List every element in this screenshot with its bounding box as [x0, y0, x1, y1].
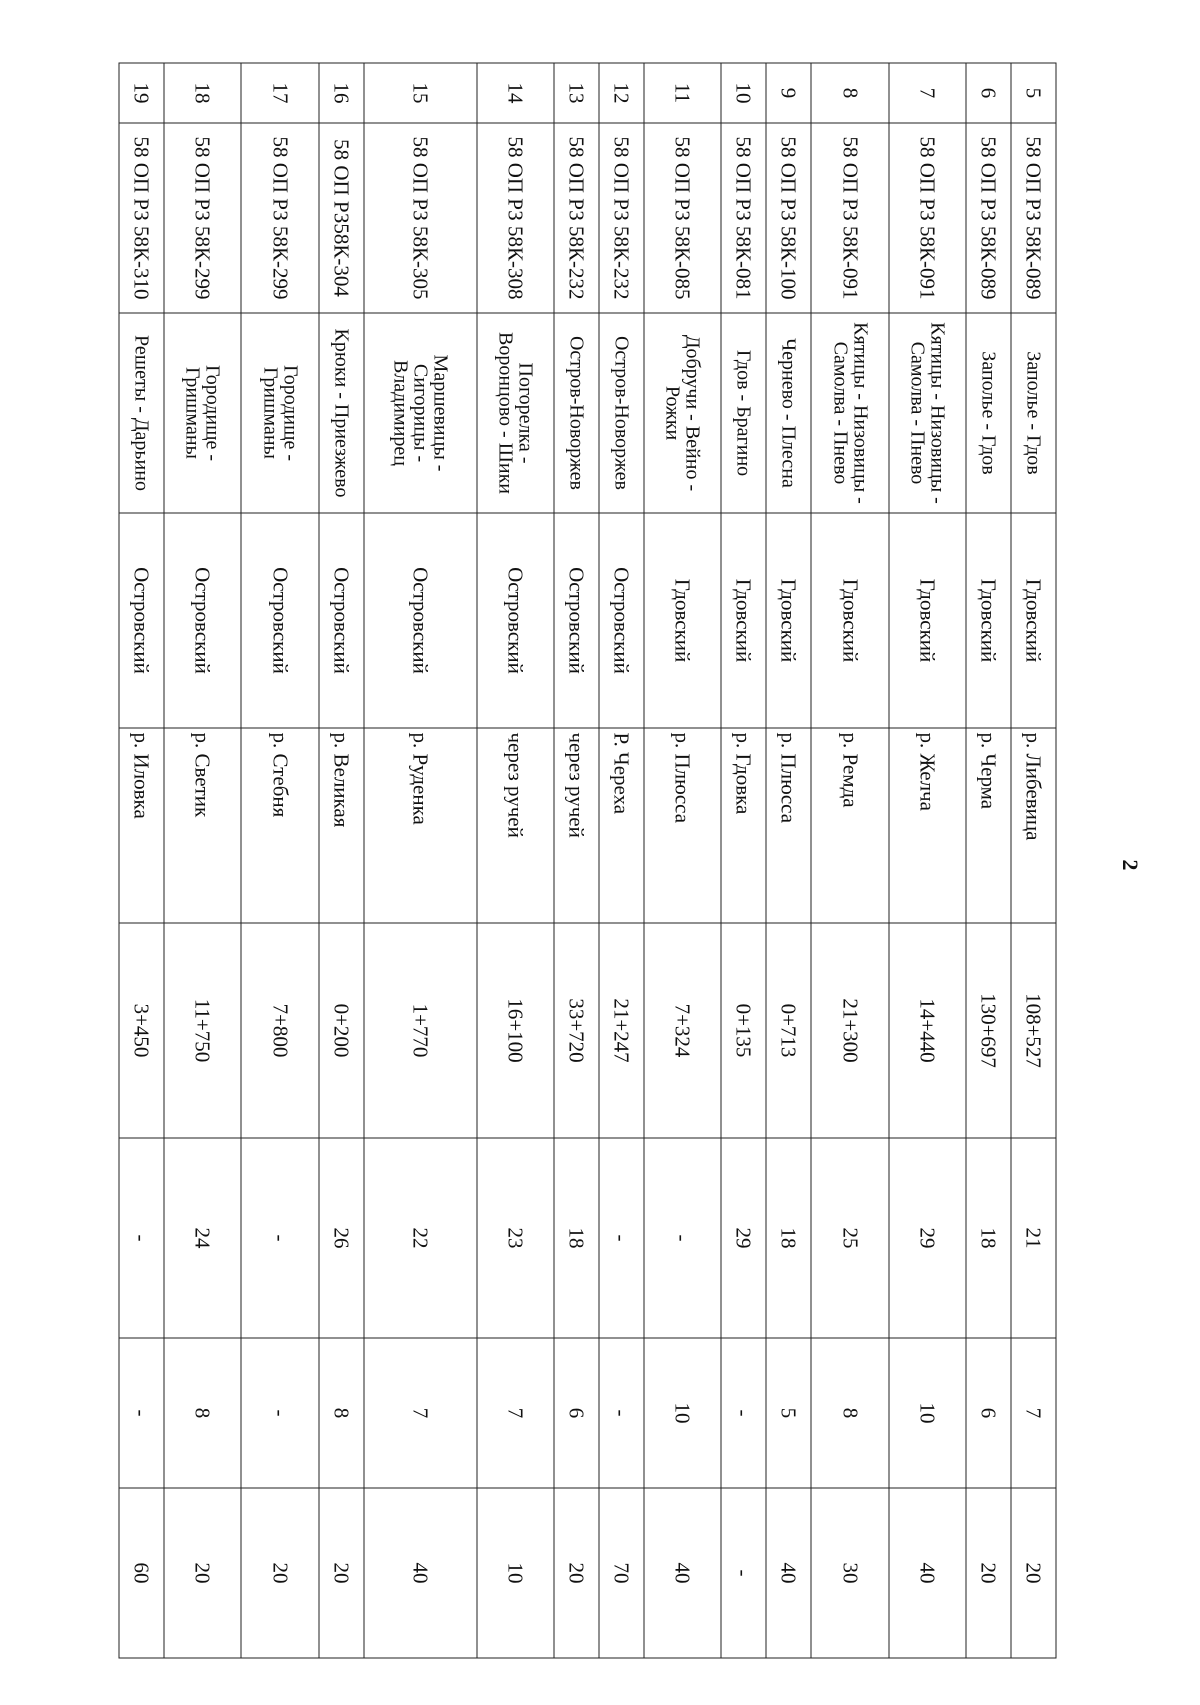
road-name-cell: Маршевицы - Сигорицы - Владимирец	[363, 313, 476, 513]
row-number-cell: 16	[318, 63, 363, 123]
river-cell: р. Руденка	[363, 728, 476, 923]
column-7-cell: 5	[766, 1338, 811, 1488]
row-number-cell: 13	[554, 63, 599, 123]
table-row	[966, 63, 1011, 1658]
column-8-cell: 20	[1011, 1488, 1056, 1658]
road-name-cell: Городище - Гришманы	[241, 313, 318, 513]
column-7-cell: 6	[966, 1338, 1011, 1488]
river-cell: Р. Череха	[599, 728, 644, 923]
row-number-cell: 14	[476, 63, 553, 123]
table-row	[599, 63, 644, 1658]
location-km-cell: 21+300	[811, 923, 888, 1138]
road-code-cell: 58 ОП РЗ 58К-308	[476, 123, 553, 313]
column-7-cell: 7	[1011, 1338, 1056, 1488]
location-km-cell: 21+247	[599, 923, 644, 1138]
location-km-cell: 108+527	[1011, 923, 1056, 1138]
row-number-cell: 8	[811, 63, 888, 123]
district-cell: Островский	[241, 513, 318, 728]
river-cell: через ручей	[476, 728, 553, 923]
location-km-cell: 14+440	[888, 923, 965, 1138]
column-6-cell: 18	[554, 1138, 599, 1338]
bridges-table	[118, 62, 1056, 1658]
column-8-cell: 20	[164, 1488, 241, 1658]
row-number-cell: 18	[164, 63, 241, 123]
road-code-cell: 58 ОП РЗ 58К-232	[599, 123, 644, 313]
column-7-cell: -	[721, 1338, 766, 1488]
road-name-cell: Решеты - Дарьино	[119, 313, 164, 513]
row-number-cell: 10	[721, 63, 766, 123]
location-km-cell: 33+720	[554, 923, 599, 1138]
road-code-cell: 58 ОП РЗ 58К-299	[241, 123, 318, 313]
road-code-cell: 58 ОП РЗ 58К-089	[966, 123, 1011, 313]
road-code-cell: 58 ОП РЗ 58К-085	[644, 123, 721, 313]
district-cell: Гдовский	[966, 513, 1011, 728]
column-8-cell: 70	[599, 1488, 644, 1658]
district-cell: Гдовский	[721, 513, 766, 728]
road-name-cell: Кятицы - Низовицы - Самолва - Пнево	[888, 313, 965, 513]
column-7-cell: 10	[644, 1338, 721, 1488]
district-cell: Гдовский	[888, 513, 965, 728]
road-name-cell: Чернево - Плесна	[766, 313, 811, 513]
district-cell: Гдовский	[766, 513, 811, 728]
column-7-cell: 7	[363, 1338, 476, 1488]
road-code-cell: 58 ОП РЗ 58К-305	[363, 123, 476, 313]
column-7-cell: 7	[476, 1338, 553, 1488]
road-code-cell: 58 ОП РЗ58К-304	[318, 123, 363, 313]
column-6-cell: -	[644, 1138, 721, 1338]
road-code-cell: 58 ОП РЗ 58К-081	[721, 123, 766, 313]
column-6-cell: 26	[318, 1138, 363, 1338]
column-8-cell: 20	[966, 1488, 1011, 1658]
road-code-cell: 58 ОП РЗ 58К-091	[811, 123, 888, 313]
district-cell: Островский	[164, 513, 241, 728]
table-row	[241, 63, 318, 1658]
location-km-cell: 11+750	[164, 923, 241, 1138]
road-name-cell: Заполье - Гдов	[1011, 313, 1056, 513]
table-row	[119, 63, 164, 1658]
road-name-cell: Гдов - Брагино	[721, 313, 766, 513]
road-name-cell: Погорелка - Воронцово - Шики	[476, 313, 553, 513]
table-row	[644, 63, 721, 1658]
district-cell: Гдовский	[1011, 513, 1056, 728]
row-number-cell: 12	[599, 63, 644, 123]
road-name-cell: Кятицы - Низовицы - Самолва - Пнево	[811, 313, 888, 513]
location-km-cell: 3+450	[119, 923, 164, 1138]
road-name-cell: Добручи - Вейно - Рожки	[644, 313, 721, 513]
table-row	[554, 63, 599, 1658]
road-name-cell: Остров-Новоржев	[599, 313, 644, 513]
road-code-cell: 58 ОП РЗ 58К-100	[766, 123, 811, 313]
river-cell: р. Иловка	[119, 728, 164, 923]
row-number-cell: 7	[888, 63, 965, 123]
column-6-cell: 22	[363, 1138, 476, 1338]
location-km-cell: 0+713	[766, 923, 811, 1138]
district-cell: Островский	[318, 513, 363, 728]
row-number-cell: 11	[644, 63, 721, 123]
district-cell: Островский	[554, 513, 599, 728]
river-cell: р. Гдовка	[721, 728, 766, 923]
column-8-cell: 20	[318, 1488, 363, 1658]
column-7-cell: -	[119, 1338, 164, 1488]
district-cell: Гдовский	[811, 513, 888, 728]
road-code-cell: 58 ОП РЗ 58К-091	[888, 123, 965, 313]
river-cell: р. Желча	[888, 728, 965, 923]
location-km-cell: 0+200	[318, 923, 363, 1138]
table-row	[811, 63, 888, 1658]
column-6-cell: -	[241, 1138, 318, 1338]
column-8-cell: 60	[119, 1488, 164, 1658]
column-6-cell: 23	[476, 1138, 553, 1338]
column-7-cell: 8	[318, 1338, 363, 1488]
column-7-cell: 8	[164, 1338, 241, 1488]
column-8-cell: -	[721, 1488, 766, 1658]
row-number-cell: 9	[766, 63, 811, 123]
district-cell: Островский	[119, 513, 164, 728]
location-km-cell: 130+697	[966, 923, 1011, 1138]
table-row	[766, 63, 811, 1658]
column-7-cell: -	[599, 1338, 644, 1488]
row-number-cell: 6	[966, 63, 1011, 123]
road-name-cell: Остров-Новоржев	[554, 313, 599, 513]
column-6-cell: 24	[164, 1138, 241, 1338]
river-cell: р. Стебня	[241, 728, 318, 923]
river-cell: р. Либевица	[1011, 728, 1056, 923]
row-number-cell: 15	[363, 63, 476, 123]
road-name-cell: Заполье - Гдов	[966, 313, 1011, 513]
road-code-cell: 58 ОП РЗ 58К-232	[554, 123, 599, 313]
column-8-cell: 20	[241, 1488, 318, 1658]
river-cell: р. Плюсса	[766, 728, 811, 923]
river-cell: р. Плюсса	[644, 728, 721, 923]
river-cell: через ручей	[554, 728, 599, 923]
column-8-cell: 40	[363, 1488, 476, 1658]
table-row	[476, 63, 553, 1658]
river-cell: р. Ремда	[811, 728, 888, 923]
table-row	[721, 63, 766, 1658]
district-cell: Гдовский	[644, 513, 721, 728]
column-6-cell: -	[599, 1138, 644, 1338]
column-8-cell: 40	[888, 1488, 965, 1658]
road-code-cell: 58 ОП РЗ 58К-310	[119, 123, 164, 313]
table-rotator	[118, 62, 1056, 1657]
district-cell: Островский	[599, 513, 644, 728]
column-6-cell: 18	[966, 1138, 1011, 1338]
road-name-cell: Городище - Гришманы	[164, 313, 241, 513]
column-8-cell: 20	[554, 1488, 599, 1658]
location-km-cell: 7+800	[241, 923, 318, 1138]
column-7-cell: 6	[554, 1338, 599, 1488]
row-number-cell: 19	[119, 63, 164, 123]
column-6-cell: -	[119, 1138, 164, 1338]
table-row	[164, 63, 241, 1658]
district-cell: Островский	[363, 513, 476, 728]
district-cell: Островский	[476, 513, 553, 728]
column-6-cell: 25	[811, 1138, 888, 1338]
road-code-cell: 58 ОП РЗ 58К-299	[164, 123, 241, 313]
location-km-cell: 7+324	[644, 923, 721, 1138]
column-7-cell: 10	[888, 1338, 965, 1488]
river-cell: р. Черма	[966, 728, 1011, 923]
table-row	[888, 63, 965, 1658]
row-number-cell: 5	[1011, 63, 1056, 123]
column-8-cell: 30	[811, 1488, 888, 1658]
table-body	[119, 63, 1056, 1658]
location-km-cell: 1+770	[363, 923, 476, 1138]
column-8-cell: 40	[766, 1488, 811, 1658]
table-row	[318, 63, 363, 1658]
river-cell: р. Великая	[318, 728, 363, 923]
river-cell: р. Светик	[164, 728, 241, 923]
column-6-cell: 18	[766, 1138, 811, 1338]
row-number-cell: 17	[241, 63, 318, 123]
column-7-cell: 8	[811, 1338, 888, 1488]
road-name-cell: Крюки - Приезжево	[318, 313, 363, 513]
column-6-cell: 29	[888, 1138, 965, 1338]
column-8-cell: 10	[476, 1488, 553, 1658]
column-7-cell: -	[241, 1338, 318, 1488]
location-km-cell: 16+100	[476, 923, 553, 1138]
column-6-cell: 29	[721, 1138, 766, 1338]
road-code-cell: 58 ОП РЗ 58К-089	[1011, 123, 1056, 313]
table-row	[1011, 63, 1056, 1658]
column-6-cell: 21	[1011, 1138, 1056, 1338]
table-row	[363, 63, 476, 1658]
location-km-cell: 0+135	[721, 923, 766, 1138]
column-8-cell: 40	[644, 1488, 721, 1658]
page-number: 2	[1118, 859, 1143, 871]
